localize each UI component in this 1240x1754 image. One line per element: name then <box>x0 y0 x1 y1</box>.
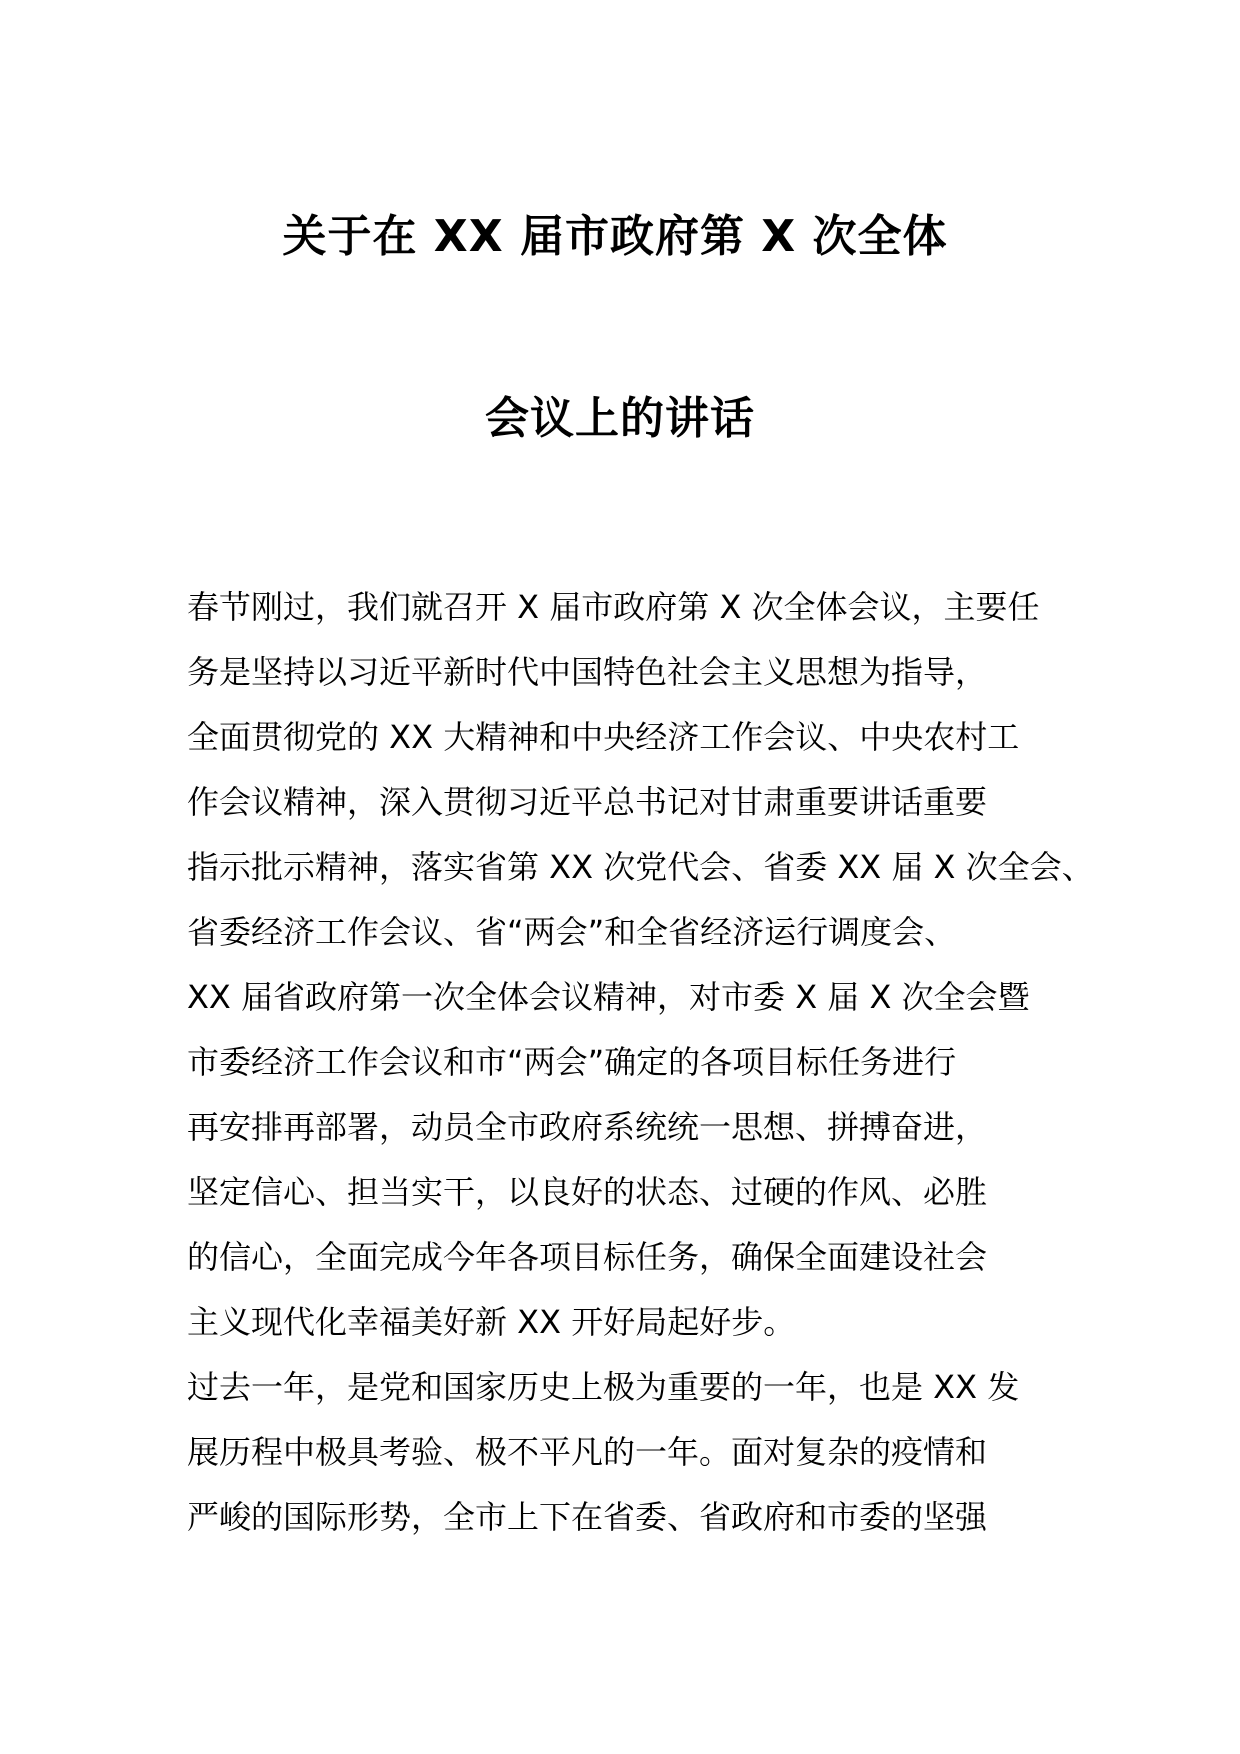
text-line: XX 届省政府第一次全体会议精神，对市委 X 届 X 次全会暨 <box>187 978 1030 1016</box>
text-line: 市委经济工作会议和市“两会”确定的各项目标任务进行 <box>187 1043 957 1081</box>
text-line: 指示批示精神，落实省第 XX 次党代会、省委 XX 届 X 次全会、 <box>187 848 1094 886</box>
text-line: 春节刚过，我们就召开 X 届市政府第 X 次全体会议，主要任 <box>187 588 1040 626</box>
document-title-line-1: 关于在 XX 届市政府第 X 次全体 <box>282 211 948 262</box>
paragraph-1 <box>187 575 1094 1355</box>
text-line: 作会议精神，深入贯彻习近平总书记对甘肃重要讲话重要 <box>187 783 988 821</box>
text-line: 省委经济工作会议、省“两会”和全省经济运行调度会、 <box>187 913 957 951</box>
text-line: 的信心，全面完成今年各项目标任务，确保全面建设社会 <box>187 1238 988 1276</box>
text-line: 务是坚持以习近平新时代中国特色社会主义思想为指导， <box>187 653 988 691</box>
text-line: 坚定信心、担当实干，以良好的状态、过硬的作风、必胜 <box>187 1173 988 1211</box>
text-line: 全面贯彻党的 XX 大精神和中央经济工作会议、中央农村工 <box>187 718 1020 756</box>
document-title-line-2: 会议上的讲话 <box>485 393 755 444</box>
paragraph-2 <box>187 1355 1067 1550</box>
document-body <box>187 575 1094 1550</box>
text-line: 展历程中极具考验、极不平凡的一年。面对复杂的疫情和 <box>187 1433 988 1471</box>
text-line: 主义现代化幸福美好新 XX 开好局起好步。 <box>187 1303 796 1341</box>
text-line: 再安排再部署，动员全市政府系统统一思想、拼搏奋进， <box>187 1108 988 1146</box>
text-line: 严峻的国际形势，全市上下在省委、省政府和市委的坚强 <box>187 1498 988 1536</box>
text-line: 过去一年，是党和国家历史上极为重要的一年，也是 XX 发 <box>187 1368 1020 1406</box>
